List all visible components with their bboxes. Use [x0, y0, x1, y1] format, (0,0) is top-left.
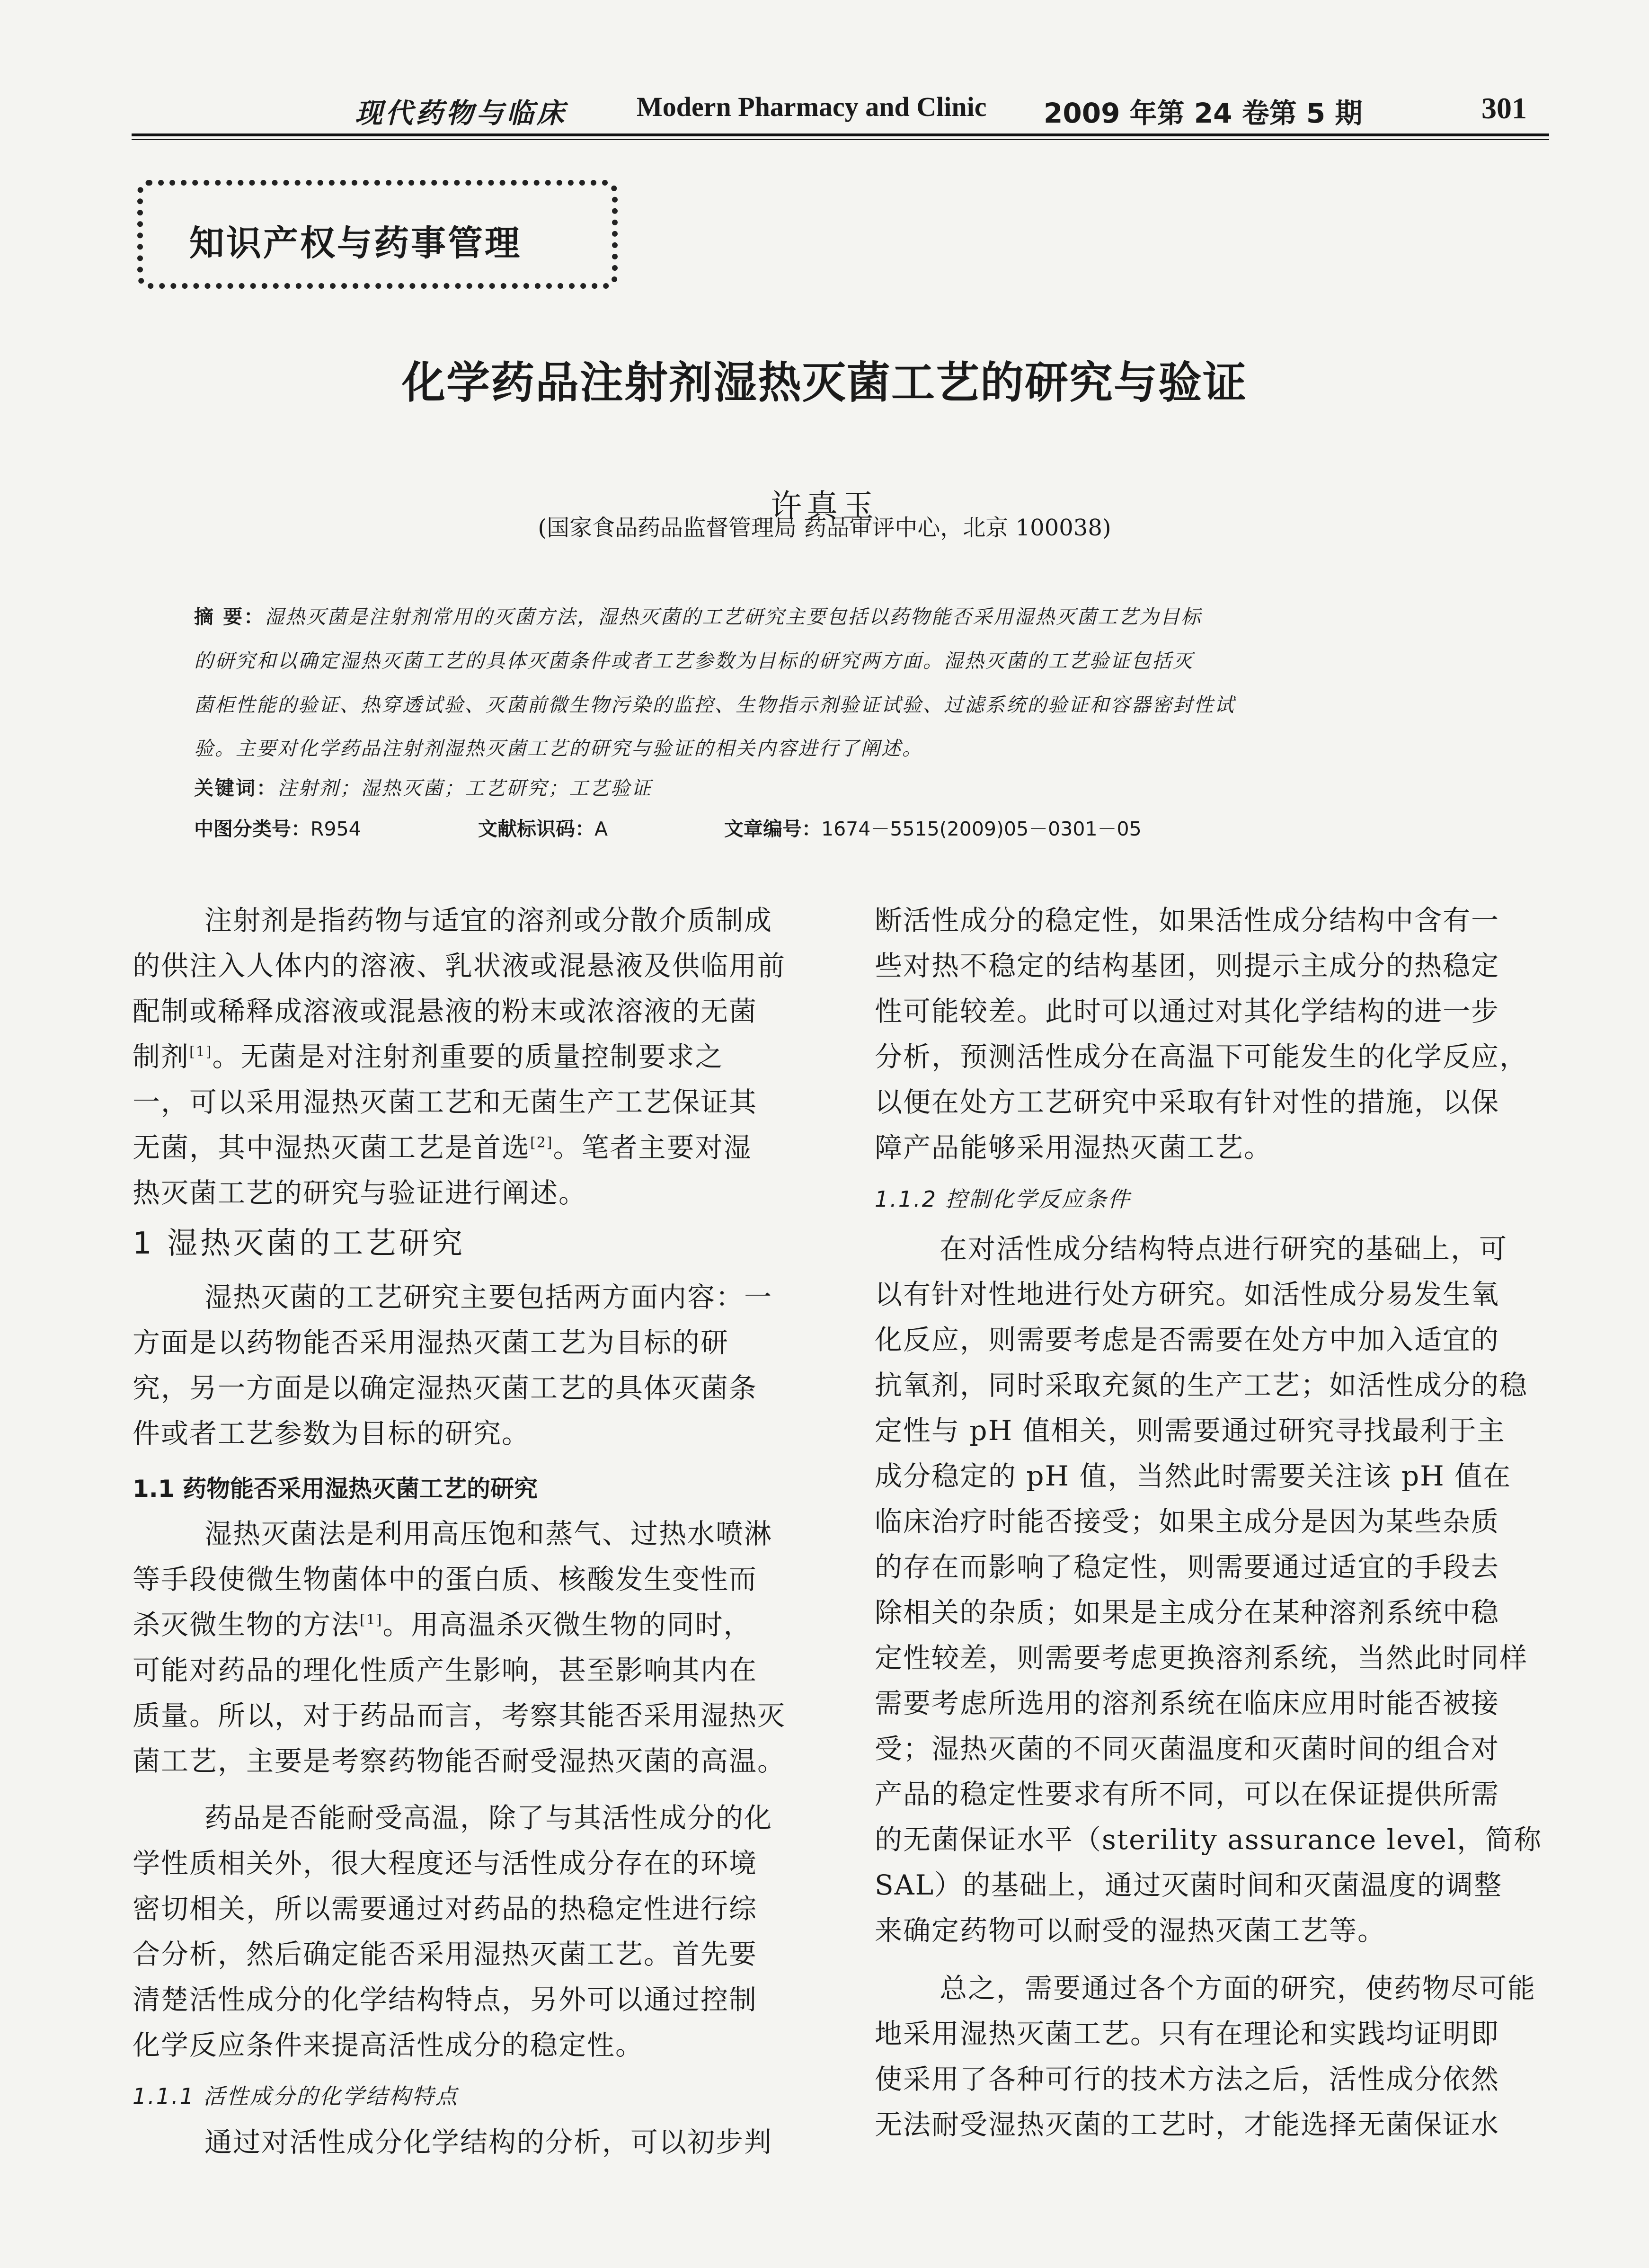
- abstract-label: 摘 要：: [194, 605, 265, 628]
- body-line: 断活性成分的稳定性，如果活性成分结构中含有一: [875, 904, 1500, 936]
- article-number: 文章编号：1674－5515(2009)05－0301－05: [724, 818, 1142, 840]
- body-line: 可能对药品的理化性质产生影响，甚至影响其内在: [133, 1654, 758, 1686]
- body-line: 化反应，则需要考虑是否需要在处方中加入适宜的: [875, 1324, 1500, 1356]
- body-line: 清楚活性成分的化学结构特点，另外可以通过控制: [133, 1983, 758, 2016]
- body-line: 分析，预测活性成分在高温下可能发生的化学反应，: [875, 1041, 1528, 1073]
- body-line: 方面是以药物能否采用湿热灭菌工艺为目标的研: [133, 1326, 729, 1359]
- keywords: [194, 773, 652, 800]
- body-line: 性可能较差。此时可以通过对其化学结构的进一步: [875, 995, 1500, 1027]
- body-line: 一，可以采用湿热灭菌工艺和无菌生产工艺保证其: [133, 1086, 758, 1118]
- body-line: 以便在处方工艺研究中采取有针对性的措施，以保: [875, 1086, 1500, 1118]
- body-line: 药品是否能耐受高温，除了与其活性成分的化: [204, 1802, 773, 1834]
- body-line: 定性较差，则需要考虑更换溶剂系统，当然此时同样: [875, 1642, 1528, 1674]
- citation-marker: [1]: [360, 1611, 383, 1628]
- abstract-line: 摘 要：湿热灭菌是注射剂常用的灭菌方法，湿热灭菌的工艺研究主要包括以药物能否采用湿热灭菌工艺为目标: [194, 605, 1202, 628]
- body-line: 临床治疗时能否接受；如果主成分是因为某些杂质: [875, 1505, 1500, 1538]
- body-line: 以有针对性地进行处方研究。如活性成分易发生氧: [875, 1278, 1500, 1310]
- abstract-line: 的研究和以确定湿热灭菌工艺的具体灭菌条件或者工艺参数为目标的研究两方面。湿热灭菌的工艺验证包括灭: [194, 649, 1194, 672]
- body-line: 些对热不稳定的结构基团，则提示主成分的热稳定: [875, 950, 1500, 982]
- body-line: 湿热灭菌的工艺研究主要包括两方面内容：一: [204, 1281, 773, 1313]
- body-line: 使采用了各种可行的技术方法之后，活性成分依然: [875, 2063, 1500, 2095]
- body-line: 密切相关，所以需要通过对药品的热稳定性进行综: [133, 1893, 758, 1925]
- affiliation: (国家食品药品监督管理局 药品审评中心，北京 100038): [538, 515, 1111, 541]
- section-heading-1-1-1: 1.1.1 活性成分的化学结构特点: [133, 2083, 459, 2109]
- body-line: 质量。所以，对于药品而言，考察其能否采用湿热灭: [133, 1699, 786, 1732]
- journal-name-en: Modern Pharmacy and Clinic: [637, 91, 987, 122]
- abstract-line: 菌柜性能的验证、热穿透试验、灭菌前微生物污染的监控、生物指示剂验证试验、过滤系统的验证和容器密封性试: [194, 694, 1235, 716]
- body-line: 杀灭微生物的方法[1]。用高温杀灭微生物的同时，: [133, 1609, 752, 1641]
- body-line: 通过对活性成分化学结构的分析，可以初步判: [204, 2126, 773, 2158]
- header-rule: [132, 133, 1549, 136]
- abstract-line: 验。主要对化学药品注射剂湿热灭菌工艺的研究与验证的相关内容进行了阐述。: [194, 737, 923, 760]
- body-line: 件或者工艺参数为目标的研究。: [133, 1417, 531, 1450]
- body-line: 菌工艺，主要是考察药物能否耐受湿热灭菌的高温。: [133, 1745, 786, 1777]
- body-line: 除相关的杂质；如果是主成分在某种溶剂系统中稳: [875, 1596, 1500, 1628]
- keywords-text: 注射剂；湿热灭菌；工艺研究；工艺验证: [277, 777, 652, 800]
- body-line: 成分稳定的 pH 值，当然此时需要关注该 pH 值在: [875, 1460, 1512, 1492]
- body-line: 注射剂是指药物与适宜的溶剂或分散介质制成: [204, 904, 773, 936]
- section-heading-1: 1 湿热灭菌的工艺研究: [133, 1226, 466, 1261]
- body-line: 究，另一方面是以确定湿热灭菌工艺的具体灭菌条: [133, 1372, 758, 1404]
- body-line: 地采用湿热灭菌工艺。只有在理论和实践均证明即: [875, 2018, 1500, 2050]
- body-line: 学性质相关外，很大程度还与活性成分存在的环境: [133, 1847, 758, 1879]
- body-line: 来确定药物可以耐受的湿热灭菌工艺等。: [875, 1914, 1386, 1947]
- clc-code: 中图分类号：R954: [194, 818, 361, 840]
- body-line: 障产品能够采用湿热灭菌工艺。: [875, 1131, 1273, 1164]
- body-line: 抗氧剂，同时采取充氮的生产工艺；如活性成分的稳: [875, 1369, 1528, 1401]
- body-line: 定性与 pH 值相关，则需要通过研究寻找最利于主: [875, 1414, 1506, 1447]
- body-line: 无菌，其中湿热灭菌工艺是首选[2]。笔者主要对湿: [133, 1131, 752, 1164]
- body-line: 总之，需要通过各个方面的研究，使药物尽可能: [940, 1972, 1536, 2004]
- body-line: 在对活性成分结构特点进行研究的基础上，可: [940, 1233, 1508, 1265]
- body-line: 化学反应条件来提高活性成分的稳定性。: [133, 2029, 644, 2061]
- body-line: 配制或稀释成溶液或混悬液的粉末或浓溶液的无菌: [133, 995, 758, 1027]
- page-number: 301: [1481, 91, 1527, 125]
- body-line: 制剂[1]。无菌是对注射剂重要的质量控制要求之: [133, 1041, 724, 1073]
- author: 许真玉: [771, 488, 878, 524]
- issue-info: 2009 年第 24 卷第 5 期: [1044, 97, 1363, 129]
- body-line: 的存在而影响了稳定性，则需要通过适宜的手段去: [875, 1551, 1500, 1583]
- body-line: 受；湿热灭菌的不同灭菌温度和灭菌时间的组合对: [875, 1733, 1500, 1765]
- header-rule-thin: [132, 139, 1549, 140]
- body-line: 的无菌保证水平（sterility assurance level，简称: [875, 1823, 1543, 1856]
- article-title: 化学药品注射剂湿热灭菌工艺的研究与验证: [401, 357, 1247, 408]
- citation-marker: [1]: [189, 1043, 213, 1060]
- citation-marker: [2]: [530, 1134, 553, 1151]
- body-line: 合分析，然后确定能否采用湿热灭菌工艺。首先要: [133, 1938, 758, 1970]
- body-line: 的供注入人体内的溶液、乳状液或混悬液及供临用前: [133, 950, 786, 982]
- keywords-label: 关键词：: [194, 777, 277, 800]
- column-banner-title: 知识产权与药事管理: [189, 223, 522, 264]
- body-line: 热灭菌工艺的研究与验证进行阐述。: [133, 1177, 587, 1209]
- body-line: 需要考虑所选用的溶剂系统在临床应用时能否被接: [875, 1687, 1500, 1719]
- body-line: 产品的稳定性要求有所不同，可以在保证提供所需: [875, 1778, 1500, 1810]
- section-heading-1-1-2: 1.1.2 控制化学反应条件: [875, 1186, 1131, 1212]
- journal-name-cn: 现代药物与临床: [355, 97, 567, 129]
- body-line: 无法耐受湿热灭菌的工艺时，才能选择无菌保证水: [875, 2108, 1500, 2141]
- doc-code: 文献标识码：A: [478, 818, 608, 840]
- section-heading-1-1: 1.1 药物能否采用湿热灭菌工艺的研究: [133, 1475, 538, 1503]
- body-line: 等手段使微生物菌体中的蛋白质、核酸发生变性而: [133, 1563, 758, 1595]
- body-line: SAL）的基础上，通过灭菌时间和灭菌温度的调整: [875, 1869, 1503, 1901]
- body-line: 湿热灭菌法是利用高压饱和蒸气、过热水喷淋: [204, 1518, 773, 1550]
